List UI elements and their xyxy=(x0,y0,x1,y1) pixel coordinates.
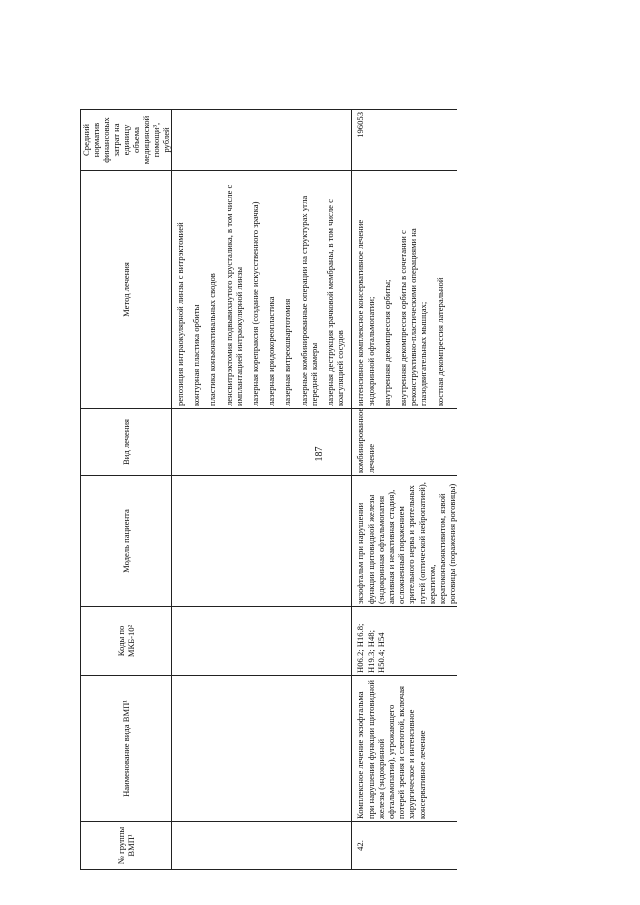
cell-empty xyxy=(172,607,352,676)
method-item: лазерная деструкция зрачковой мембраны, в том числе с коагуляцией сосудов xyxy=(325,199,346,406)
method-item: внутренняя декомпрессия орбиты в сочетании с реконструктивно-пластическими операциями на глазодвигательных мышцах; xyxy=(398,228,429,406)
header-group-no: № группы ВМП¹ xyxy=(81,822,172,870)
vmp-table xyxy=(80,109,457,870)
header-codes: Коды по МКБ-10² xyxy=(81,607,172,676)
header-method: Метод лечения xyxy=(81,171,172,409)
rotated-sheet xyxy=(80,110,570,870)
table-header-row xyxy=(81,110,172,870)
table-row-continued xyxy=(172,110,352,870)
cell-empty xyxy=(172,476,352,607)
method-item: внутренняя декомпрессия орбиты; xyxy=(381,279,392,406)
header-model: Модель пациента xyxy=(81,476,172,607)
method-item: репозиция интраокулярной линзы с витрэктомией xyxy=(175,222,185,406)
method-item: лазерная корепраксия (создание искусственного зрачка) xyxy=(250,201,261,406)
treatment-methods xyxy=(352,171,458,409)
method-item: интенсивное комплексное консервативное лечение эндокринной офтальмопатии; xyxy=(355,219,376,406)
patient-model: экзофтальм при нарушении функции щитовидной железы (эндокринная офтальмопатия активная и неактивная стадия), осложненный поражением зрительного нерва и зрительных путей (оптической нейропатией), кератитом, кератоконъюнктивитом, язвой роговицы (поражения роговицы) xyxy=(352,476,458,607)
cell-empty xyxy=(172,676,352,822)
cell-empty xyxy=(172,822,352,870)
method-item: пластика конъюнктивальных сводов xyxy=(207,273,218,406)
normative-cost: 196053 xyxy=(352,110,458,171)
method-item: костная декомпрессия латеральной xyxy=(434,277,445,406)
method-item: ленсвитрэктомия подвывихнутого хрусталика, в том числе с имплантацией интраокулярной линзы xyxy=(223,184,244,406)
vmp-name: Комплексное лечение экзофтальма при нарушении функции щитовидной железы (эндокринной офтальмопатии), угрожающего потерей зрения и слепотой, включая хирургическое и интенсивное консервативное лечение xyxy=(352,676,458,822)
table-row-42 xyxy=(352,110,458,870)
group-number: 42. xyxy=(352,822,458,870)
method-item: контурная пластика орбиты xyxy=(191,304,202,406)
header-name: Наименование вида ВМП¹ xyxy=(81,676,172,822)
page-number: 187 xyxy=(314,446,325,462)
treatment-type: комбинированное лечение xyxy=(352,409,458,476)
method-item: лазерные комбинированные операции на структурах угла передней камеры xyxy=(298,195,319,406)
header-treatment-type: Вид лечения xyxy=(81,409,172,476)
cell-continued-methods xyxy=(172,171,352,409)
method-item: лазерная витреошвартотомия xyxy=(282,298,293,406)
icd-codes: H06.2; H16.8; H19.3; H48; H50.4; H54 xyxy=(352,607,458,676)
cell-empty xyxy=(172,409,352,476)
cell-empty xyxy=(172,110,352,171)
method-item: лазерная иридокореопластика xyxy=(266,296,277,406)
header-normative: Средний норматив финансовых затрат на единицу объема медицинской помощи³, рублей xyxy=(81,110,172,171)
